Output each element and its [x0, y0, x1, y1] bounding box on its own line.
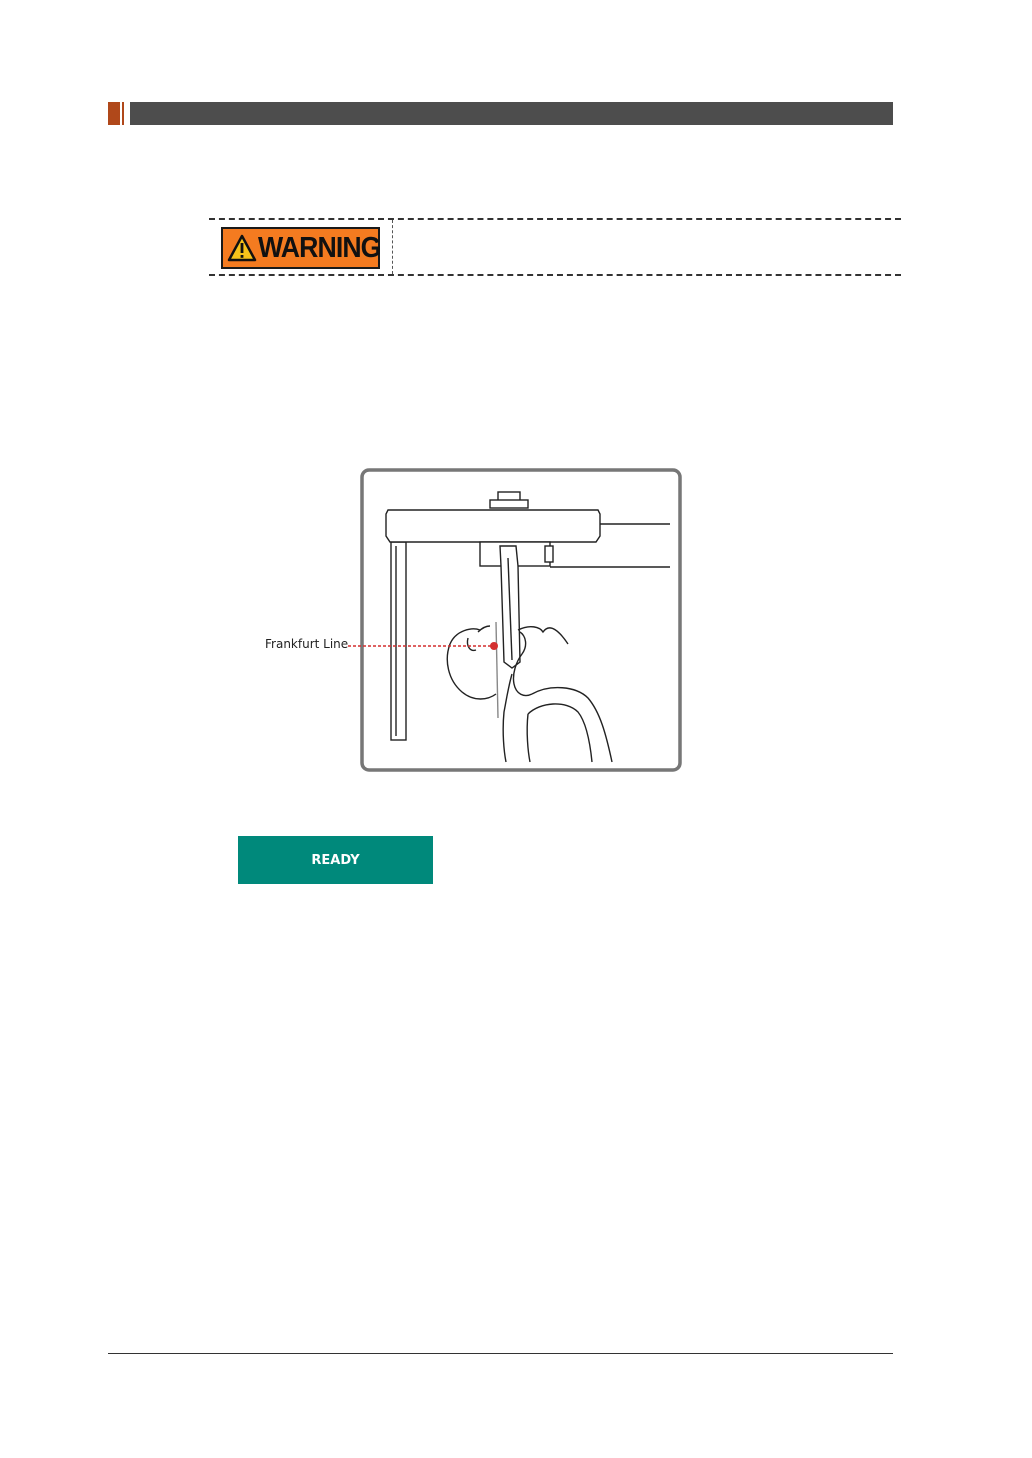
patient-positioning-illustration — [250, 462, 690, 782]
frankfurt-marker-dot — [490, 642, 498, 650]
ready-button[interactable]: READY — [238, 836, 433, 884]
section-header-bar — [130, 102, 893, 125]
device-column — [391, 542, 406, 740]
warning-divider — [392, 220, 393, 274]
warning-badge — [221, 227, 380, 269]
warning-label: WARNING — [258, 231, 381, 264]
warning-triangle-icon — [227, 234, 257, 262]
warning-box — [209, 218, 901, 276]
footer-rule — [108, 1353, 893, 1354]
frankfurt-line-label: Frankfurt Line — [265, 637, 349, 651]
section-header-accent — [108, 102, 120, 125]
section-header-accent-line — [122, 102, 124, 125]
device-head-support — [500, 546, 520, 668]
